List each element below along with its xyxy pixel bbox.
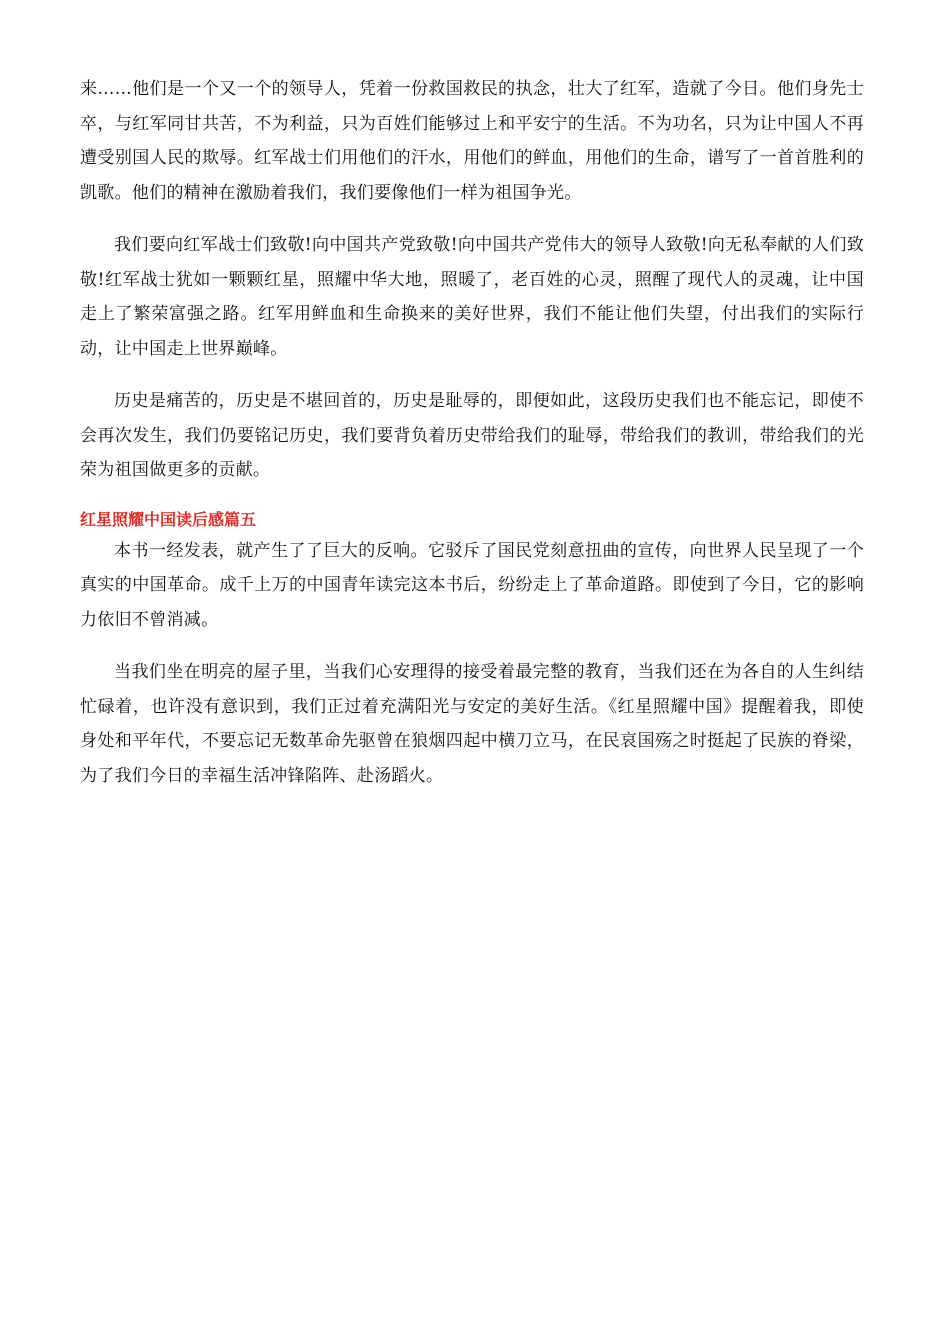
paragraph-book-impact: 本书一经发表，就产生了了巨大的反响。它驳斥了国民党刻意扭曲的宣传，向世界人民呈现了一个真实的中国革命。成千上万的中国青年读完这本书后，纷纷走上了革命道路。即使到了今日，它的影响力依旧不曾消减。	[80, 540, 864, 630]
paragraph-reflection: 当我们坐在明亮的屋子里，当我们心安理得的接受着最完整的教育，当我们还在为各自的人生纠结忙碌着，也许没有意识到，我们正过着充满阳光与安定的美好生活。《红星照耀中国》提醒着我，即使身处和平年代，不要忘记无数革命先驱曾在狼烟四起中横刀立马，在民哀国殇之时挺起了民族的脊梁，为了我们今日的幸福生活冲锋陷阵、赴汤蹈火。	[80, 662, 864, 786]
section-title: 红星照耀中国读后感篇五	[80, 509, 257, 529]
paragraph-history: 历史是痛苦的，历史是不堪回首的，历史是耻辱的，即便如此，这段历史我们也不能忘记，即使不会再次发生，我们仍要铭记历史，我们要背负着历史带给我们的耻辱，带给我们的教训，带给我们的光荣为祖国做更多的贡献。	[80, 391, 864, 480]
document-page	[80, 72, 864, 811]
paragraph-tribute: 我们要向红军战士们致敬!向中国共产党致敬!向中国共产党伟大的领导人致敬!向无私奉献的人们致敬!红军战士犹如一颗颗红星，照耀中华大地，照暖了，老百姓的心灵，照醒了现代人的灵魂，让中国走上了繁荣富强之路。红军用鲜血和生命换来的美好世界，我们不能让他们失望，付出我们的实际行动，让中国走上世界巅峰。	[80, 235, 864, 359]
paragraph-continuation: 来……他们是一个又一个的领导人，凭着一份救国救民的执念，壮大了红军，造就了今日。他们身先士卒，与红军同甘共苦，不为利益，只为百姓们能够过上和平安宁的生活。不为功名，只为让中国人不再遭受别国人民的欺辱。红军战士们用他们的汗水，用他们的鲜血，用他们的生命，谱写了一首首胜利的凯歌。他们的精神在激励着我们，我们要像他们一样为祖国争光。	[80, 79, 864, 203]
